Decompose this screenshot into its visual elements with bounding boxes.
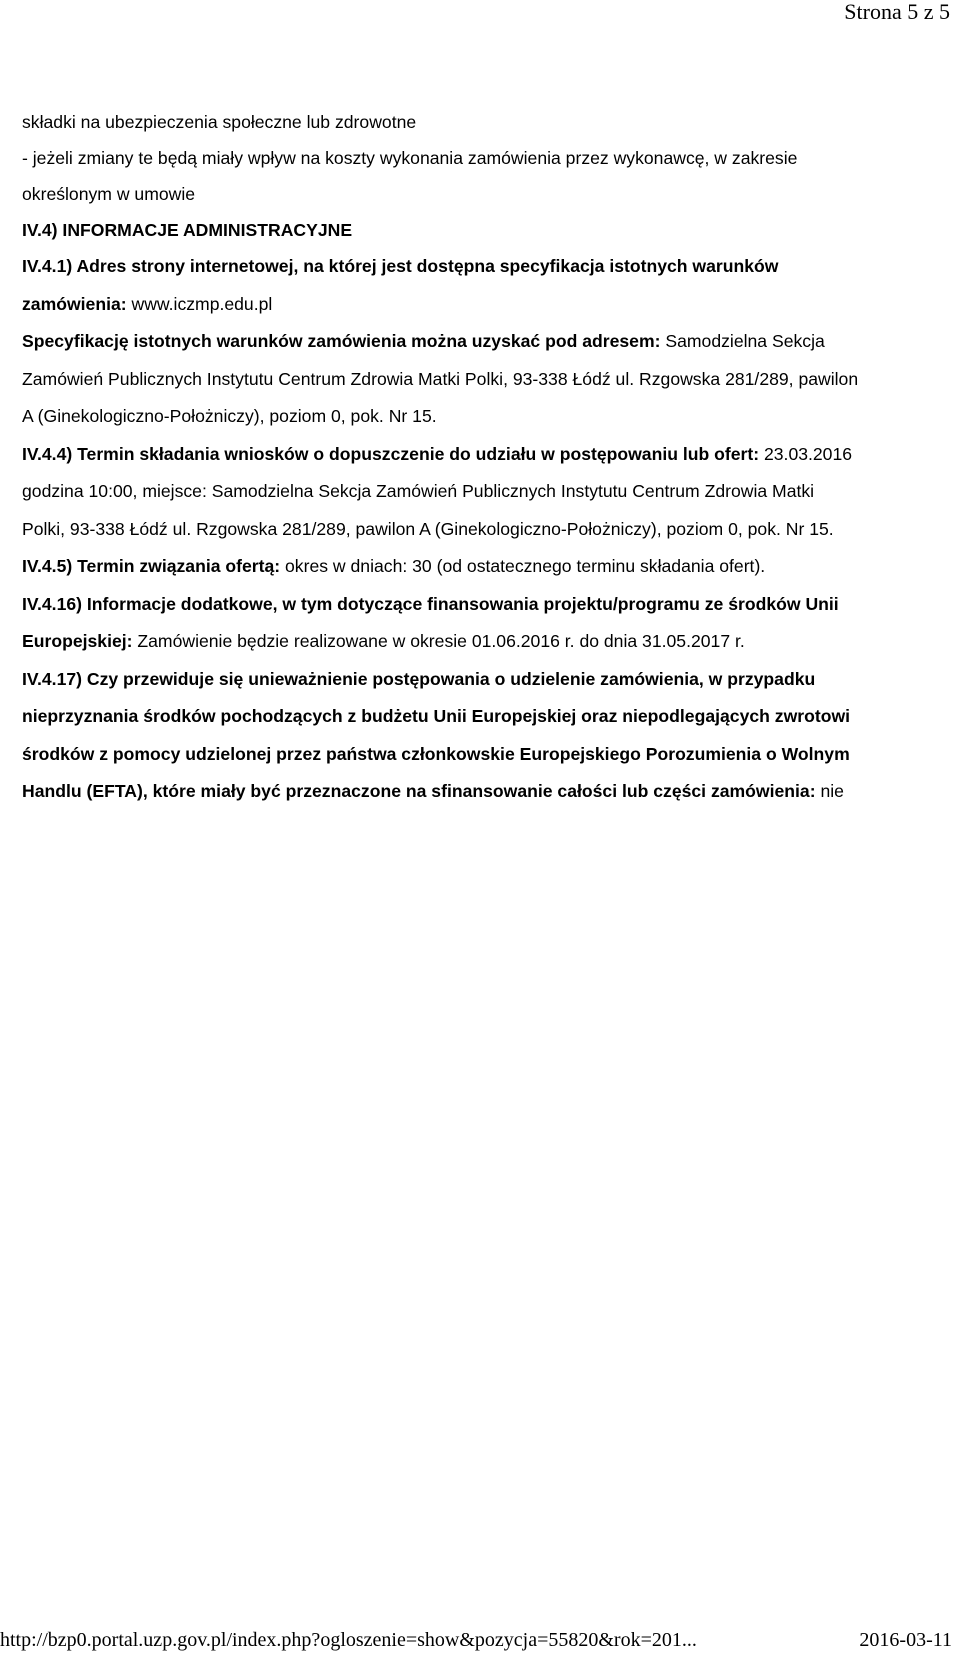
page-indicator: Strona 5 z 5 <box>844 0 950 24</box>
body-line: Zamówień Publicznych Instytutu Centrum Zdrowia Matki Polki, 93-338 Łódź ul. Rzgowska 281/289, pawilon <box>22 368 859 389</box>
field-label: Europejskiej: <box>22 631 133 651</box>
footer-date: 2016-03-11 <box>859 1629 952 1651</box>
section-heading: IV.4) INFORMACJE ADMINISTRACYJNE <box>22 220 353 240</box>
body-line: Polki, 93-338 Łódź ul. Rzgowska 281/289, pawilon A (Ginekologiczno-Położniczy), poziom 0, pok. Nr 15. <box>22 518 834 539</box>
body-line <box>22 773 942 811</box>
section-heading: środków z pomocy udzielonej przez państwa członkowskie Europejskiego Porozumienia o Wolnym <box>22 743 850 764</box>
body-line: godzina 10:00, miejsce: Samodzielna Sekcja Zamówień Publicznych Instytutu Centrum Zdrowia Matki <box>22 481 815 501</box>
body-line: składki na ubezpieczenia społeczne lub zdrowotne <box>22 112 417 132</box>
body-line <box>22 548 942 586</box>
body-line <box>22 323 942 361</box>
body-line <box>22 623 942 661</box>
field-label: IV.4.4) Termin składania wniosków o dopuszczenie do udziału w postępowaniu lub ofert: <box>22 443 760 464</box>
field-label: zamówienia: <box>22 293 127 314</box>
body-line: - jeżeli zmiany te będą miały wpływ na koszty wykonania zamówienia przez wykonawcę, w zakresie <box>22 148 798 168</box>
website-link[interactable]: www.iczmp.edu.pl <box>126 293 273 314</box>
field-value: Zamówienie będzie realizowane w okresie 01.06.2016 r. do dnia 31.05.2017 r. <box>132 631 745 651</box>
field-label: IV.4.5) Termin związania ofertą: <box>22 556 281 576</box>
body-line: określonym w umowie <box>22 184 196 204</box>
field-value: nie <box>815 781 844 801</box>
document-body <box>22 104 942 811</box>
field-value: 23.03.2016 <box>759 443 853 464</box>
section-heading: IV.4.16) Informacje dodatkowe, w tym dotyczące finansowania projektu/programu ze środków Unii <box>22 593 839 614</box>
section-heading: nieprzyznania środków pochodzących z budżetu Unii Europejskiej oraz niepodlegających zwrotowi <box>22 706 851 726</box>
body-line <box>22 436 942 474</box>
field-value: Samodzielna Sekcja <box>660 331 825 351</box>
field-label: Specyfikację istotnych warunków zamówienia można uzyskać pod adresem: <box>22 331 661 351</box>
body-line <box>22 286 942 324</box>
section-heading: IV.4.1) Adres strony internetowej, na której jest dostępna specyfikacja istotnych warunków <box>22 256 779 276</box>
footer-url[interactable]: http://bzp0.portal.uzp.gov.pl/index.php?ogloszenie=show&pozycja=55820&rok=201... <box>0 1629 697 1651</box>
section-heading: IV.4.17) Czy przewiduje się unieważnienie postępowania o udzielenie zamówienia, w przypadku <box>22 668 816 689</box>
field-value: okres w dniach: 30 (od ostatecznego terminu składania ofert). <box>280 556 766 576</box>
body-line: A (Ginekologiczno-Położniczy), poziom 0, pok. Nr 15. <box>22 406 437 426</box>
field-label: Handlu (EFTA), które miały być przeznaczone na sfinansowanie całości lub części zamówienia: <box>22 781 816 801</box>
